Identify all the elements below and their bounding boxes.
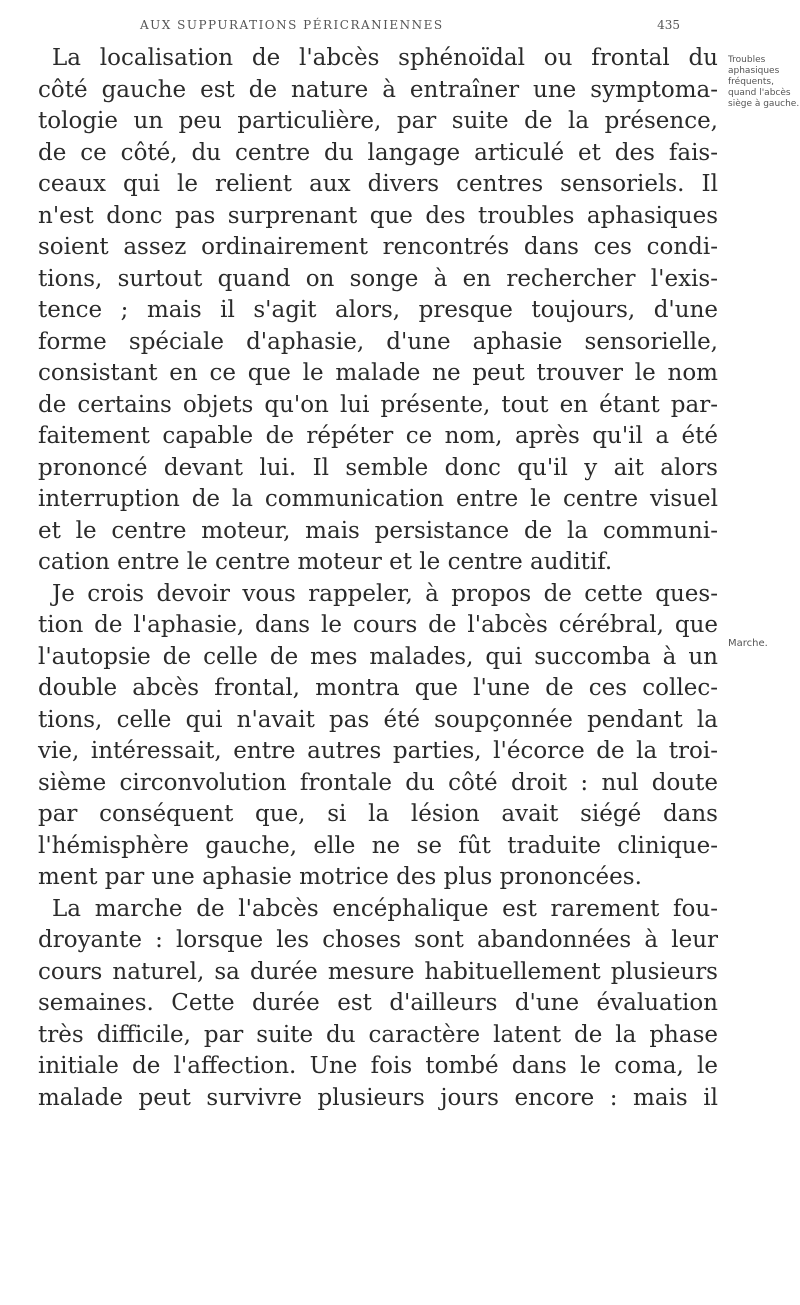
text-line: soient assez ordinairement rencontrés dans ces condi- [38, 234, 718, 260]
text-line: et le centre moteur, mais persistance de la communi- [38, 517, 718, 544]
text-line: initiale de l'affection. Une fois tombé dans le coma, le [38, 1053, 718, 1079]
text-line: par conséquent que, si la lésion avait siégé dans [38, 801, 718, 827]
text-line: de certains objets qu'on lui présente, tout en étant par- [38, 391, 718, 418]
text-line: tions, surtout quand on songe à en rechercher l'exis- [38, 265, 718, 292]
text-line: droyante : lorsque les choses sont abandonnées à leur [38, 927, 718, 953]
running-header [140, 18, 680, 32]
text-line: interruption de la communication entre le centre visuel [38, 486, 718, 512]
text-line: l'autopsie de celle de mes malades, qui succomba à un [38, 643, 718, 670]
text-line: de ce côté, du centre du langage articulé et des fais- [38, 139, 718, 166]
text-line: Je crois devoir vous rappeler, à propos de cette ques- [52, 580, 718, 607]
text-line: La localisation de l'abcès sphénoïdal ou frontal du [52, 45, 718, 71]
text-line: très difficile, par suite du caractère latent de la phase [38, 1021, 718, 1048]
text-line: l'hémisphère gauche, elle ne se fût traduite clinique- [38, 832, 718, 859]
text-line: La marche de l'abcès encéphalique est rarement fou- [52, 895, 718, 922]
page-number: 435 [657, 18, 680, 32]
text-line: semaines. Cette durée est d'ailleurs d'une évaluation [38, 990, 718, 1016]
margin-note-aphasia: Troubles aphasiques fréquents, quand l'abcès siège à gauche. [728, 55, 800, 109]
text-line: ment par une aphasie motrice des plus prononcées. [38, 864, 642, 890]
text-line: vie, intéressait, entre autres parties, l'écorce de la troi- [38, 738, 718, 764]
body-text [38, 43, 718, 1114]
text-line: n'est donc pas surprenant que des troubles aphasiques [38, 202, 718, 229]
text-line: tions, celle qui n'avait pas été soupçonnée pendant la [38, 706, 718, 733]
text-line: prononcé devant lui. Il semble donc qu'il y ait alors [38, 454, 718, 481]
text-line: consistant en ce que le malade ne peut trouver le nom [38, 360, 718, 386]
text-line: malade peut survivre plusieurs jours encore : mais il [38, 1084, 718, 1111]
margin-note-marche: Marche. [728, 638, 768, 649]
text-line: cation entre le centre moteur et le centre auditif. [38, 549, 613, 575]
text-line: côté gauche est de nature à entraîner une symptoma- [38, 76, 718, 103]
text-line: cours naturel, sa durée mesure habituellement plusieurs [38, 958, 718, 985]
running-title: AUX SUPPURATIONS PÉRICRANIENNES [140, 18, 444, 32]
text-line: tence ; mais il s'agit alors, presque toujours, d'une [38, 297, 718, 323]
text-line: forme spéciale d'aphasie, d'une aphasie sensorielle, [38, 328, 718, 355]
text-line: tologie un peu particulière, par suite de la présence, [38, 108, 718, 134]
text-line: faitement capable de répéter ce nom, après qu'il a été [38, 423, 718, 449]
text-line: double abcès frontal, montra que l'une de ces collec- [38, 675, 718, 701]
text-line: sième circonvolution frontale du côté droit : nul doute [38, 769, 718, 796]
text-line: ceaux qui le relient aux divers centres sensoriels. Il [38, 171, 718, 197]
text-line: tion de l'aphasie, dans le cours de l'abcès cérébral, que [38, 612, 718, 638]
